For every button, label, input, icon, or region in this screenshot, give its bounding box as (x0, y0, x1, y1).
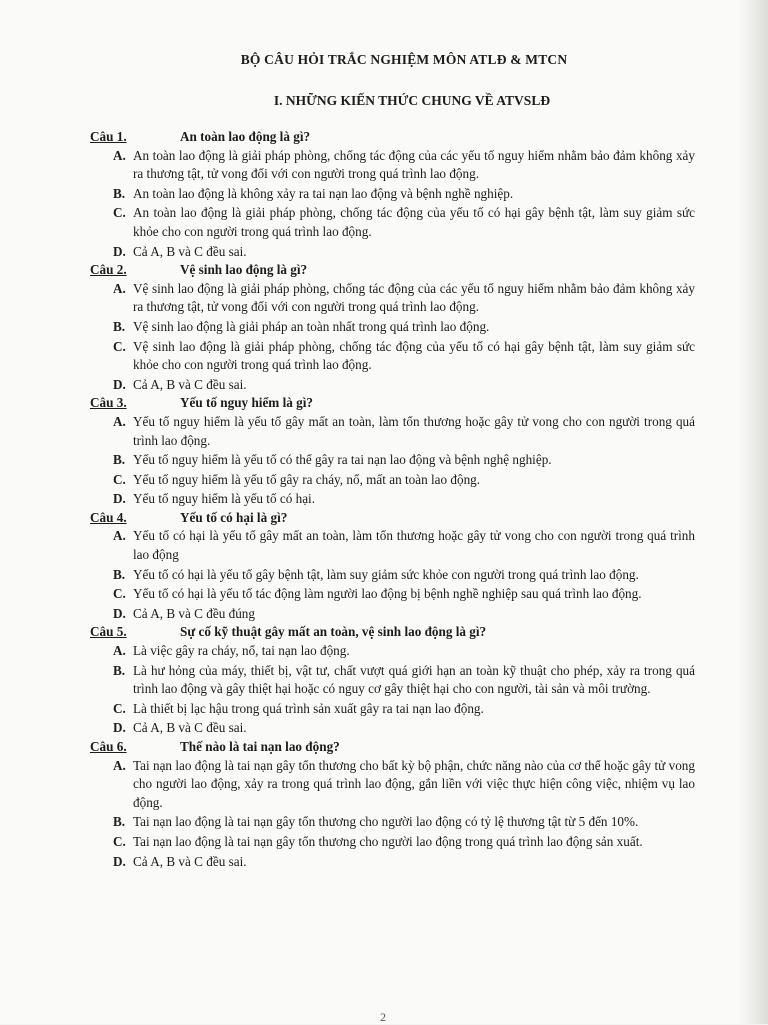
option-letter: C. (113, 471, 126, 487)
question-block (90, 623, 695, 738)
option-letter: D. (113, 853, 126, 869)
question-number: Câu 4. (90, 509, 127, 525)
question-text: Yếu tố nguy hiểm là gì? (180, 395, 313, 411)
option-letter: A. (113, 643, 126, 659)
answer-option (90, 471, 695, 490)
answer-option (90, 700, 695, 719)
option-text: Yếu tố nguy hiểm là yếu tố có hại. (133, 491, 316, 507)
option-text: Tai nạn lao động là tai nạn gây tổn thương cho người lao động trong quá trình lao động sản xuất. (133, 833, 643, 849)
answer-option (90, 527, 695, 564)
option-letter: A. (113, 528, 126, 544)
option-text: Cả A, B và C đều đúng (133, 605, 255, 621)
option-letter: D. (113, 491, 126, 507)
option-text: Cả A, B và C đều sai. (133, 720, 247, 736)
option-text: Yếu tố có hại là yếu tố gây bệnh tật, làm suy giảm sức khỏe con người trong quá trình lao động. (133, 566, 639, 582)
option-text: Cả A, B và C đều sai. (133, 853, 247, 869)
option-text: Là việc gây ra cháy, nổ, tai nạn lao động. (133, 643, 350, 659)
question-block (90, 128, 695, 261)
answer-option (90, 833, 695, 852)
answer-option (90, 185, 695, 204)
option-letter: B. (113, 318, 126, 334)
option-letter: D. (113, 605, 126, 621)
question-text: An toàn lao động là gì? (180, 129, 311, 144)
answer-option (90, 204, 695, 241)
answer-option (90, 147, 695, 184)
question-heading (90, 261, 695, 280)
answer-option (90, 490, 695, 509)
answer-option (90, 585, 695, 604)
question-text: Thế nào là tai nạn lao động? (180, 739, 340, 754)
option-letter: A. (113, 280, 126, 296)
question-heading (90, 509, 695, 528)
option-letter: C. (113, 338, 126, 354)
answer-option (90, 376, 695, 395)
answer-option (90, 853, 695, 872)
question-block (90, 261, 695, 394)
option-letter: B. (113, 185, 126, 201)
scan-edge (738, 0, 768, 1024)
option-text: Yếu tố nguy hiểm là yếu tố gây mất an toàn, làm tổn thương hoặc gây tử vong cho con người trong quá trình lao động. (133, 413, 695, 448)
question-list (90, 128, 695, 871)
option-letter: C. (113, 586, 126, 602)
option-letter: A. (113, 757, 126, 773)
answer-option (90, 243, 695, 262)
option-text: Cả A, B và C đều sai. (133, 243, 247, 259)
answer-option (90, 719, 695, 738)
answer-option (90, 662, 695, 699)
question-block (90, 394, 695, 509)
question-number: Câu 3. (90, 395, 127, 411)
answer-option (90, 451, 695, 470)
question-heading (90, 128, 695, 147)
option-letter: C. (113, 833, 126, 849)
question-heading (90, 738, 695, 757)
option-text: Vệ sinh lao động là giải pháp an toàn nhất trong quá trình lao động. (133, 318, 490, 334)
option-text: Là hư hỏng của máy, thiết bị, vật tư, chất vượt quá giới hạn an toàn kỹ thuật cho phép, xảy ra trong quá trình lao động và gây thiệt hại hoặc có nguy cơ gây thiệt hại cho con người, tài sản và môi trường. (133, 662, 695, 697)
question-number: Câu 2. (90, 262, 127, 278)
question-text: Vệ sinh lao động là gì? (180, 262, 308, 278)
option-letter: B. (113, 814, 126, 830)
option-text: An toàn lao động là giải pháp phòng, chống tác động của yếu tố có hại gây bệnh tật, làm suy giảm sức khỏe cho con người trong quá trình lao động. (133, 205, 695, 239)
document-title: BỘ CÂU HỎI TRẮC NGHIỆM MÔN ATLĐ & MTCN (240, 52, 568, 67)
question-heading (90, 394, 695, 413)
option-text: Vệ sinh lao động là giải pháp phòng, chống tác động của các yếu tố nguy hiểm nhằm bảo đảm không xảy ra thương tật, tử vong đối với con người trong quá trình lao động. (133, 280, 695, 315)
question-number: Câu 6. (90, 739, 127, 754)
option-letter: C. (113, 205, 126, 221)
option-letter: D. (113, 243, 126, 259)
option-letter: D. (113, 720, 126, 736)
answer-option (90, 757, 695, 813)
section-title: I. NHỮNG KIẾN THỨC CHUNG VỀ ATVSLĐ (273, 93, 551, 108)
option-text: An toàn lao động là không xảy ra tai nạn lao động và bệnh nghề nghiệp. (133, 185, 514, 201)
answer-option (90, 413, 695, 450)
option-text: Yếu tố có hại là yếu tố gây mất an toàn, làm tổn thương hoặc gây tử vong cho con người trong quá trình lao động (133, 528, 695, 563)
option-text: Yếu tố nguy hiểm là yếu tố có thể gây ra tai nạn lao động và bệnh nghệ nghiệp. (133, 452, 552, 468)
question-block (90, 509, 695, 624)
question-text: Sự cố kỹ thuật gây mất an toàn, vệ sinh lao động là gì? (180, 624, 487, 640)
option-text: Cả A, B và C đều sai. (133, 376, 247, 392)
option-text: Yếu tố nguy hiểm là yếu tố gây ra cháy, nổ, mất an toàn lao động. (133, 471, 481, 487)
option-letter: B. (113, 566, 126, 582)
answer-option (90, 642, 695, 661)
option-letter: C. (113, 700, 126, 716)
question-text: Yếu tố có hại là gì? (180, 509, 288, 525)
question-number: Câu 5. (90, 624, 127, 640)
option-letter: A. (113, 413, 126, 429)
question-number: Câu 1. (90, 129, 127, 144)
option-text: Vệ sinh lao động là giải pháp phòng, chống tác động của yếu tố có hại gây bệnh tật, làm suy giảm sức khỏe cho con người trong quá trình lao động. (133, 338, 695, 373)
option-text: Tai nạn lao động là tai nạn gây tổn thương cho bất kỳ bộ phận, chức năng nào của cơ thể hoặc gây tử vong cho người lao động, xảy ra trong quá trình lao động, gắn liền với việc thực hiện công việc, nhiệm vụ lao động. (133, 757, 695, 810)
option-text: Yếu tố có hại là yếu tố tác động làm người lao động bị bệnh nghề nghiệp sau quá trình lao động. (133, 586, 642, 602)
answer-option (90, 318, 695, 337)
option-letter: D. (113, 376, 126, 392)
answer-option (90, 338, 695, 375)
option-text: Là thiết bị lạc hậu trong quá trình sản xuất gây ra tai nạn lao động. (133, 700, 484, 716)
answer-option (90, 813, 695, 832)
option-text: An toàn lao động là giải pháp phòng, chống tác động của các yếu tố nguy hiểm nhằm bảo đảm không xảy ra thương tật, tử vong đối với con người trong quá trình lao động. (133, 147, 695, 182)
option-letter: B. (113, 662, 126, 678)
question-block (90, 738, 695, 871)
answer-option (90, 605, 695, 624)
option-letter: A. (113, 147, 126, 163)
question-heading (90, 623, 695, 642)
answer-option (90, 566, 695, 585)
answer-option (90, 280, 695, 317)
option-text: Tai nạn lao động là tai nạn gây tổn thương cho người lao động có tỷ lệ thương tật từ 5 đến 10%. (133, 814, 639, 830)
option-letter: B. (113, 452, 126, 468)
page-number: 2 (380, 1010, 386, 1024)
